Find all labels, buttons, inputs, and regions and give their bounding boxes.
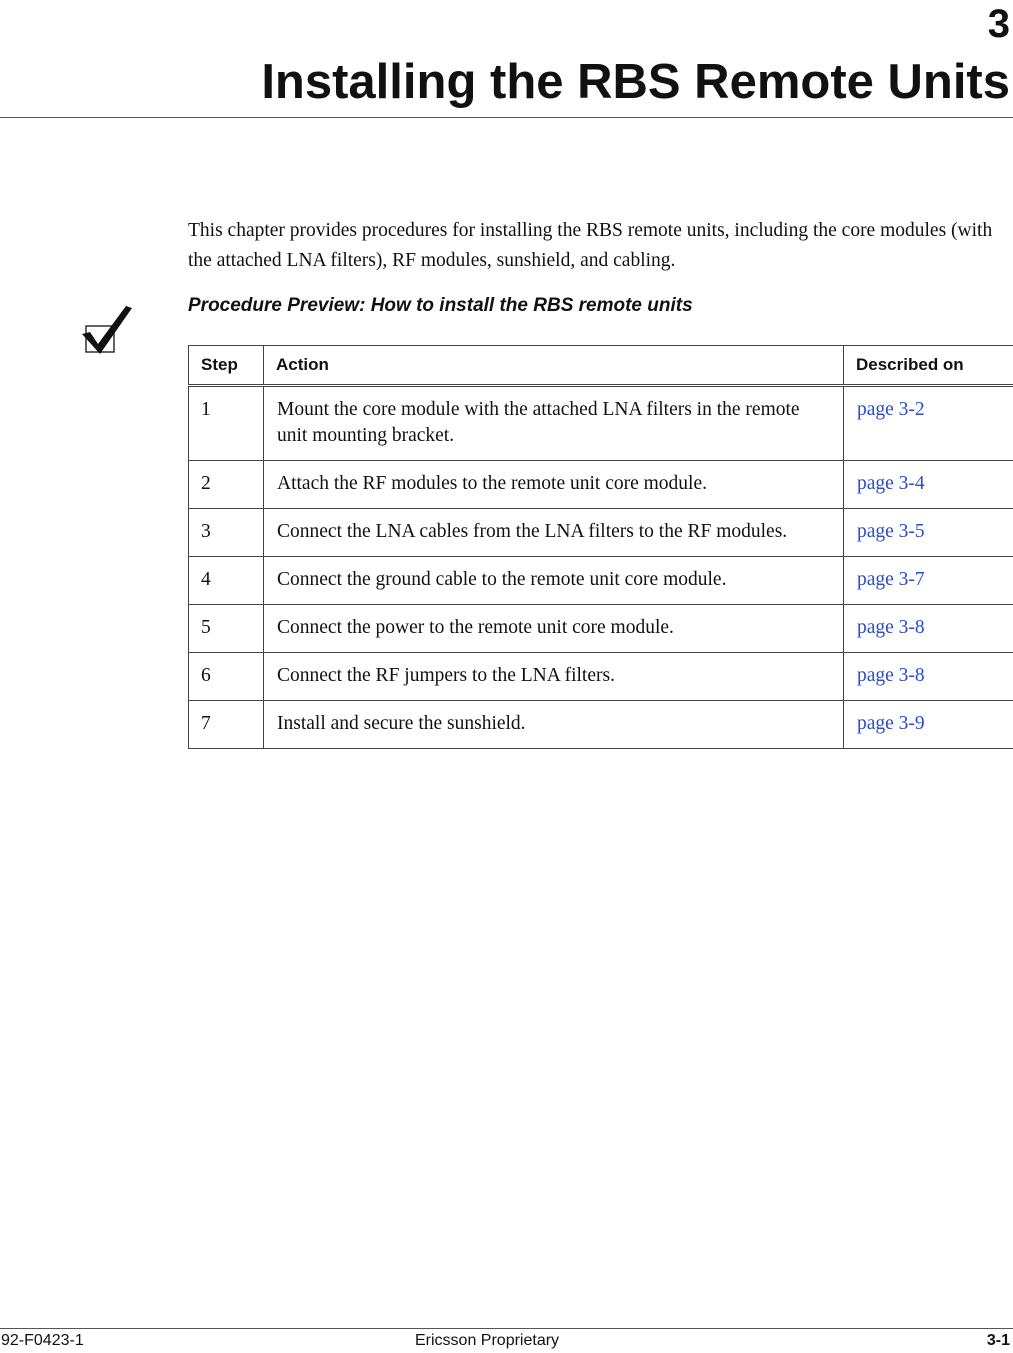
footer-proprietary: Ericsson Proprietary bbox=[415, 1332, 560, 1349]
table-row bbox=[189, 701, 1013, 749]
footer-divider bbox=[0, 1328, 1013, 1329]
step-action: Connect the power to the remote unit core module. bbox=[264, 605, 844, 653]
procedure-heading: Procedure Preview: How to install the RBS remote units bbox=[188, 295, 693, 316]
checkmark-icon bbox=[80, 304, 136, 356]
page-reference-link[interactable]: page 3-2 bbox=[844, 386, 1013, 461]
step-action: Connect the RF jumpers to the LNA filters. bbox=[264, 653, 844, 701]
table-row bbox=[189, 605, 1013, 653]
page-reference-link[interactable]: page 3-9 bbox=[844, 701, 1013, 749]
table-header-row bbox=[189, 346, 1013, 386]
table-row bbox=[189, 557, 1013, 605]
page-reference-link[interactable]: page 3-5 bbox=[844, 509, 1013, 557]
column-header-described-on: Described on bbox=[844, 346, 1013, 386]
step-number: 2 bbox=[189, 461, 264, 509]
intro-paragraph: This chapter provides procedures for installing the RBS remote units, including the core modules (with the attached LNA filters), RF modules, sunshield, and cabling. bbox=[188, 220, 993, 272]
step-number: 4 bbox=[189, 557, 264, 605]
step-number: 5 bbox=[189, 605, 264, 653]
step-number: 6 bbox=[189, 653, 264, 701]
procedure-table bbox=[188, 345, 1013, 749]
step-action: Attach the RF modules to the remote unit core module. bbox=[264, 461, 844, 509]
footer-doc-id: 92-F0423-1 bbox=[1, 1332, 84, 1349]
chapter-title: Installing the RBS Remote Units bbox=[261, 55, 1010, 109]
footer-page-number: 3-1 bbox=[986, 1332, 1010, 1349]
column-header-step: Step bbox=[189, 346, 264, 386]
table-row bbox=[189, 509, 1013, 557]
page-reference-link[interactable]: page 3-8 bbox=[844, 605, 1013, 653]
step-action: Install and secure the sunshield. bbox=[264, 701, 844, 749]
step-action: Mount the core module with the attached LNA filters in the remote unit mounting bracket. bbox=[264, 386, 844, 461]
chapter-number: 3 bbox=[987, 2, 1010, 46]
page-reference-link[interactable]: page 3-7 bbox=[844, 557, 1013, 605]
step-number: 3 bbox=[189, 509, 264, 557]
table-row bbox=[189, 653, 1013, 701]
step-action: Connect the ground cable to the remote unit core module. bbox=[264, 557, 844, 605]
table-row bbox=[189, 386, 1013, 461]
table-row bbox=[189, 461, 1013, 509]
title-divider bbox=[0, 117, 1013, 118]
page-reference-link[interactable]: page 3-8 bbox=[844, 653, 1013, 701]
column-header-action: Action bbox=[264, 346, 844, 386]
step-number: 1 bbox=[189, 386, 264, 461]
page-reference-link[interactable]: page 3-4 bbox=[844, 461, 1013, 509]
step-action: Connect the LNA cables from the LNA filters to the RF modules. bbox=[264, 509, 844, 557]
step-number: 7 bbox=[189, 701, 264, 749]
